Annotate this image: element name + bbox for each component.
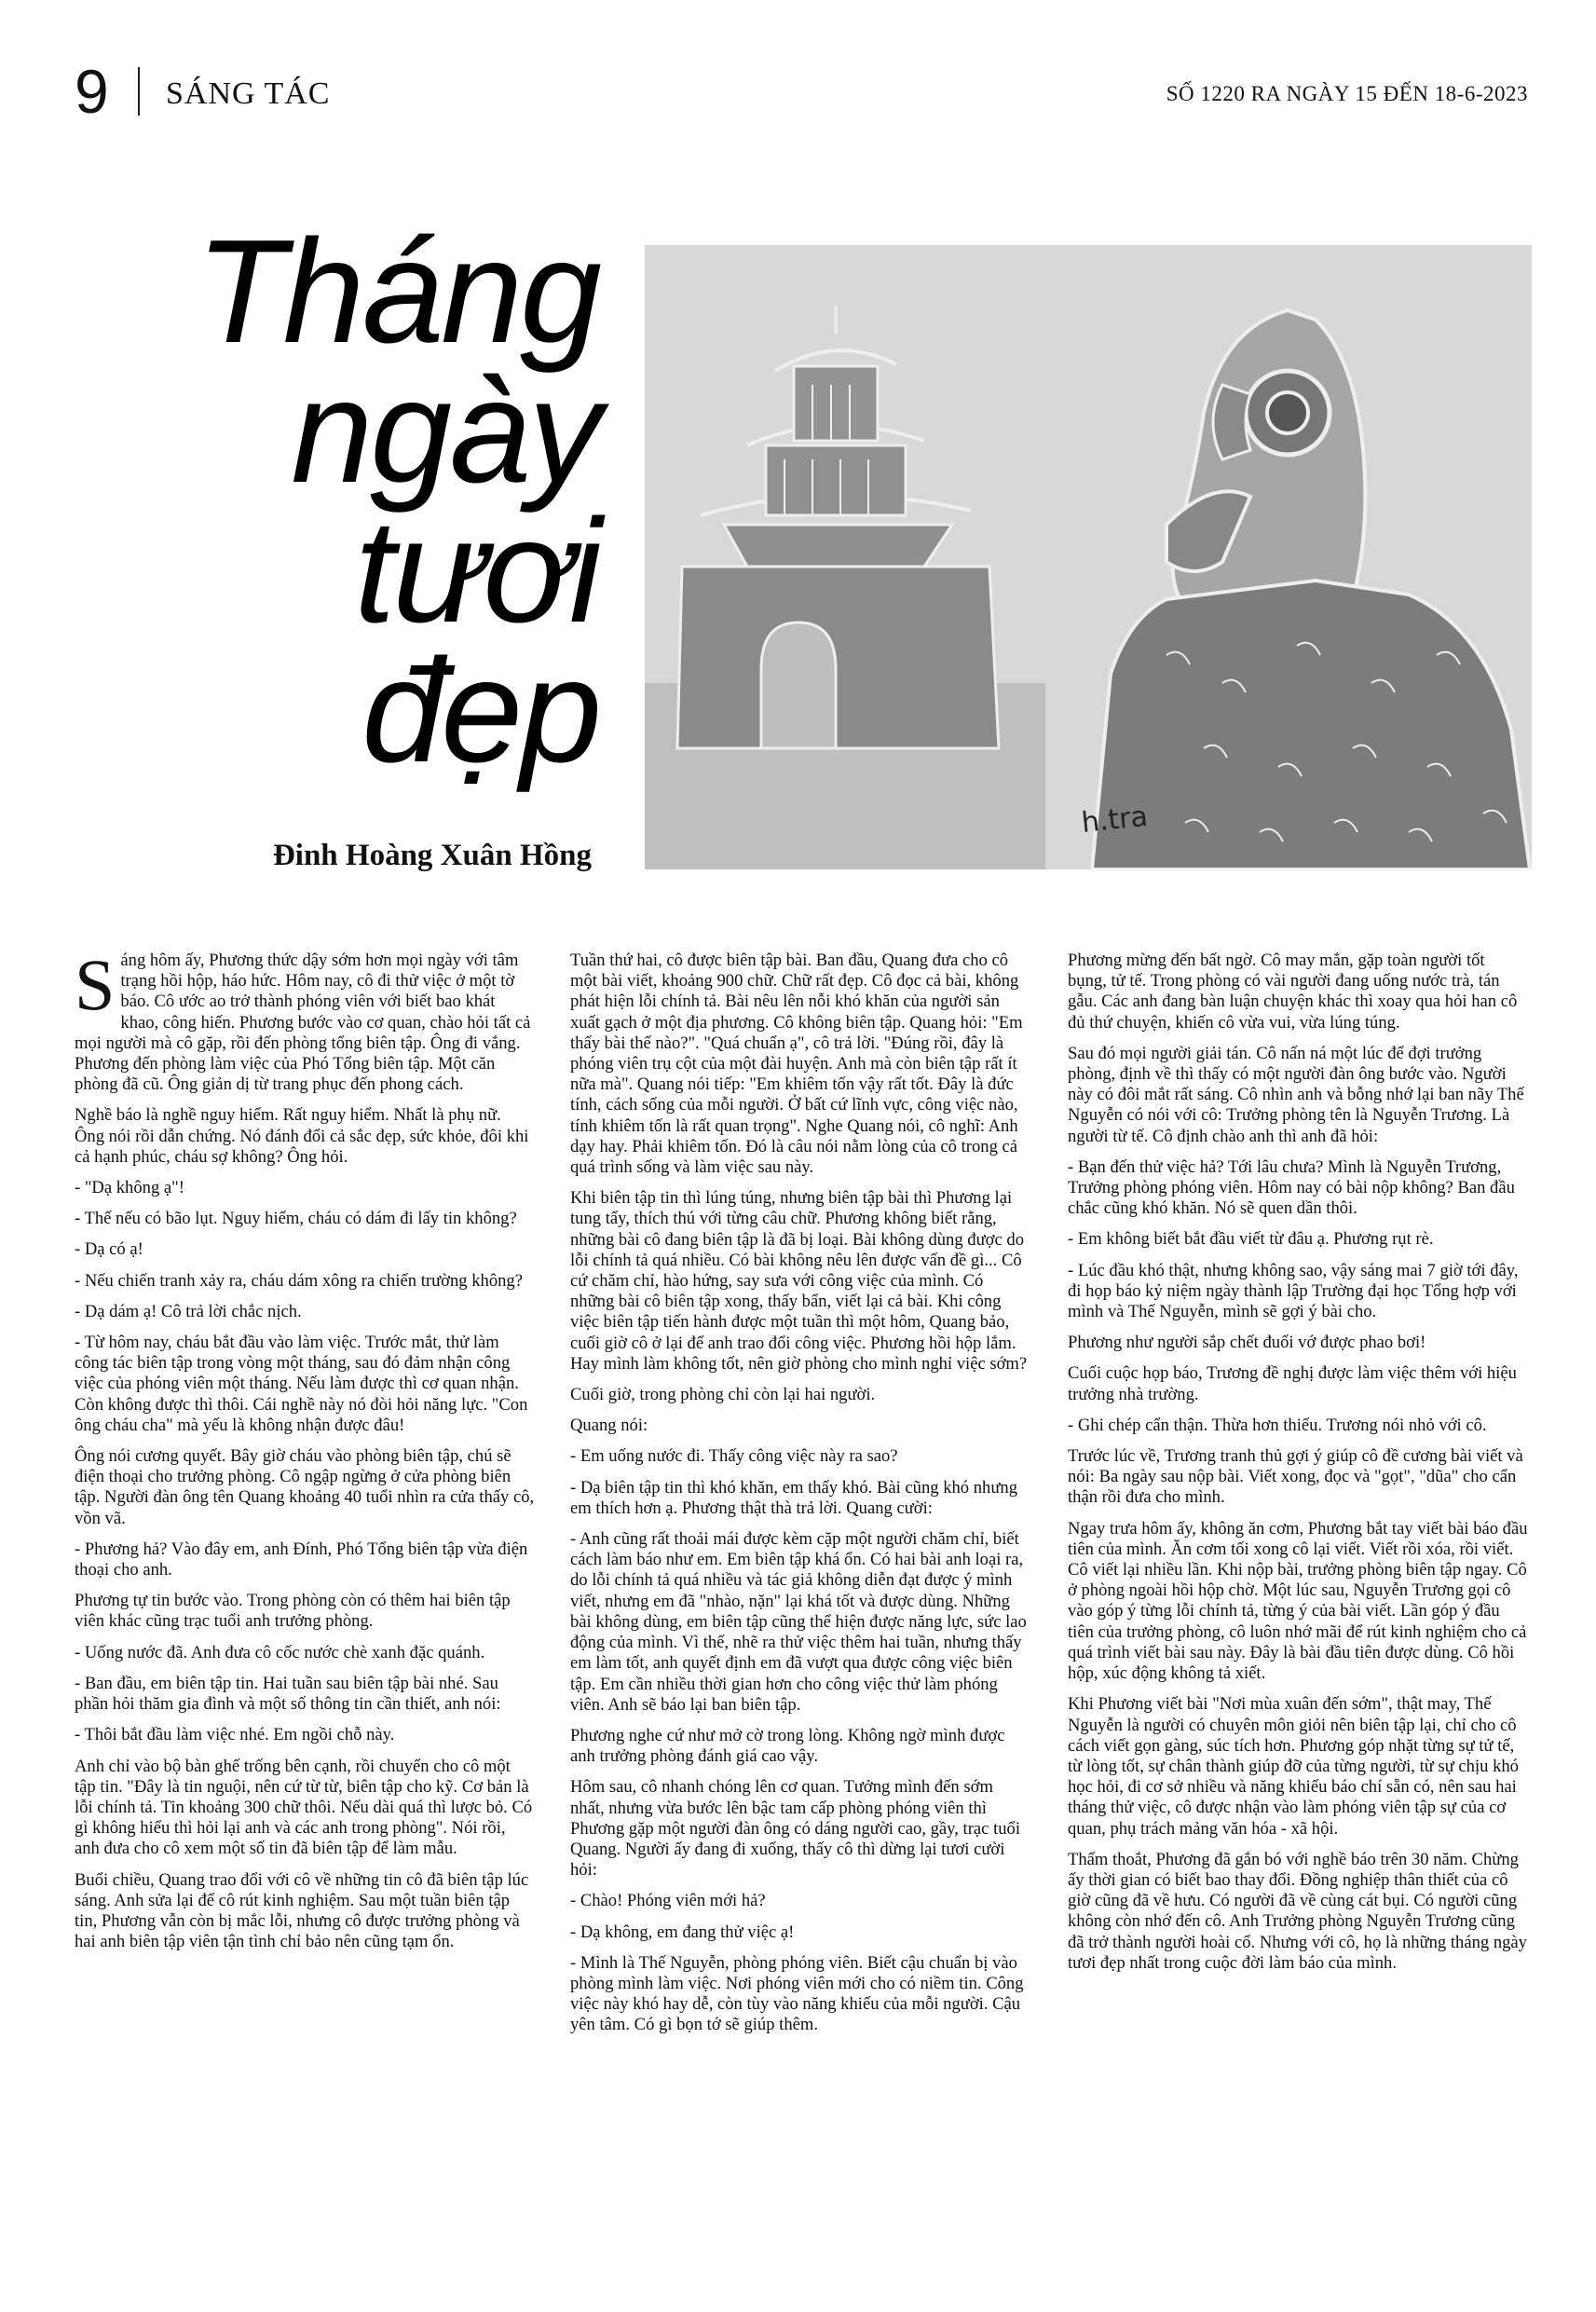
illustration <box>645 245 1532 869</box>
paragraph: - Thế nếu có bão lụt. Nguy hiểm, cháu có dám đi lấy tin không? <box>75 1209 517 1229</box>
paragraph: Phương nghe cứ như mở cờ trong lòng. Không ngờ mình được anh trưởng phòng đánh giá cao vậy. <box>570 1725 1005 1767</box>
paragraph: Buổi chiều, Quang trao đổi với cô về những tin cô đã biên tập lúc sáng. Anh sửa lại để cô rút kinh nghiệm. Sau một tuần biên tập tin, Phương vẫn còn bị mắc lỗi, nhưng cô được trưởng phòng và hai anh biên tập viên tận tình chỉ bảo nên cũng tạm ổn. <box>75 1869 529 1952</box>
paragraph: - Ghi chép cẩn thận. Thừa hơn thiếu. Trương nói nhỏ với cô. <box>1068 1415 1487 1435</box>
paragraph: - Mình là Thế Nguyễn, phòng phóng viên. Biết cậu chuẩn bị vào phòng mình làm việc. Nơi phóng viên mới cho có niềm tin. Công việc này khó hay dễ, còn tùy vào năng khiếu của mỗi người. Cậu yên tâm. Có gì bọn tớ sẽ giúp thêm. <box>570 1952 1024 2035</box>
drop-cap: S <box>75 951 116 1025</box>
paragraph: Sáng hôm ấy, Phương thức dậy sớm hơn mọi ngày với tâm trạng hồi hộp, háo hức. Hôm nay, cô đi thử việc ở một tờ báo. Cô ước ao trở thành phóng viên với biết bao khát khao, công hiến. Phương bước vào cơ quan, chào hỏi tất cả mọi người mà cô gặp, rồi đến phòng tổng biên tập. Ông đi vắng. Phương đến phòng làm việc của Phó Tổng biên tập. Một căn phòng đã cũ. Ông giản dị từ trang phục đến phong cách. <box>75 951 531 1095</box>
column-2 <box>570 951 1030 2288</box>
paragraph: Quang nói: <box>570 1416 648 1436</box>
title-line: đẹp <box>361 629 599 793</box>
paragraph: - Anh cũng rất thoải mái được kèm cặp một người chăm chỉ, biết cách làm báo như em. Em biên tập khá ổn. Có hai bài anh loại ra, do lỗi chính tả quá nhiều và tác giả không diễn đạt được ý mình viết, nhưng em đã "nhào, nặn" lại khá tốt và được dùng. Những bài không dùng, em biên tập cũng thể hiện được năng lực, sức lao động của mình. Vì thế, nhẽ ra thử việc thêm hai tuần, nhưng thấy em làm tốt, anh quyết định em đã vượt qua được công việc biên tập. Em cần nhiều thời gian hơn cho công việc thử làm phóng viên. Anh sẽ báo lại ban biên tập. <box>570 1529 1027 1715</box>
paragraph: Phương như người sắp chết đuối vớ được phao bơi! <box>1068 1333 1426 1353</box>
paragraph: - Thôi bắt đầu làm việc nhé. Em ngồi chỗ này. <box>75 1725 395 1745</box>
section-name: SÁNG TÁC <box>166 76 331 111</box>
page-header <box>75 54 1528 129</box>
article-title <box>115 210 599 793</box>
paragraph: Khi biên tập tin thì lúng túng, nhưng biên tập bài thì Phương lại tung tẩy, thích thú với từng câu chữ. Phương không biết rằng, những bài cô đang biên tập là đã bị loại. Bài không dùng được do lỗi chính tả quá nhiều. Có bài không nêu lên được vấn đề gì... Cô cứ chăm chỉ, hào hứng, say sưa với công việc của mình. Có những bài cô biên tập xong, thấy bẩn, viết lại cả bài. Khi công việc biên tập tiến hành được một tuần thì một hôm, Quang bảo, cuối giờ cô ở lại để anh trao đổi công việc. Phương hồi hộp lắm. Hay mình làm không tốt, nên giờ phòng cho mình nghỉ việc sớm? <box>570 1188 1028 1374</box>
column-1 <box>75 951 535 2288</box>
paragraph: Ngay trưa hôm ấy, không ăn cơm, Phương bắt tay viết bài báo đầu tiên của mình. Ăn cơm tối xong cô lại viết. Viết rồi xóa, rồi viết. Cô viết lại nhiều lần. Khi nộp bài, trưởng phòng biên tập ngay. Cô ở phòng ngoài hồi hộp chờ. Một lúc sau, Nguyễn Trương gọi cô vào góp ý từng lỗi chính tả, từng ý của bài viết. Lần góp ý đầu tiên của trưởng phòng, cô luôn nhớ mãi để rút kinh nghiệm cho cả quá trình viết bài sau này. Đây là bài đầu tiên được dùng. Cô hồi hộp, xúc động không tả xiết. <box>1068 1518 1528 1684</box>
paragraph: Cuối giờ, trong phòng chỉ còn lại hai người. <box>570 1385 876 1405</box>
paragraph: - Uống nước đã. Anh đưa cô cốc nước chè xanh đặc quánh. <box>75 1642 485 1662</box>
paragraph: Sau đó mọi người giải tán. Cô nấn ná một lúc để đợi trưởng phòng, định về thì thấy có một người đàn ông bước vào. Người này có đôi mắt rất sáng. Cô nhìn anh và bỗng nhớ lại ban nãy Thế Nguyễn có nói với cô: Trưởng phòng tên là Nguyễn Trương. Là người từ tế. Cô định chào anh thì anh đã hỏi: <box>1068 1043 1524 1146</box>
column-3 <box>1068 951 1528 2288</box>
issue-info: SỐ 1220 RA NGÀY 15 ĐẾN 18-6-2023 <box>1166 82 1528 105</box>
paragraph: - Em không biết bắt đầu viết từ đâu ạ. Phương rụt rè. <box>1068 1229 1434 1250</box>
paragraph: Ông nói cương quyết. Bây giờ cháu vào phòng biên tập, chú sẽ điện thoại cho trưởng phòng. Cô ngập ngừng ở cửa phòng biên tập. Người đàn ông tên Quang khoảng 40 tuổi nhìn ra cửa thấy cô, vồn vã. <box>75 1446 535 1528</box>
paragraph: - Lúc đầu khó thật, nhưng không sao, vậy sáng mai 7 giờ tới đây, đi họp báo kỷ niệm ngày thành lập Trường đại học Tổng hợp với mình và Thế Nguyễn, mình sẽ gợi ý bài cho. <box>1068 1260 1519 1322</box>
paragraph: - Dạ dám ạ! Cô trả lời chắc nịch. <box>75 1301 302 1321</box>
paragraph: - Chào! Phóng viên mới hả? <box>570 1891 766 1911</box>
paragraph: - Phương hả? Vào đây em, anh Đính, Phó Tổng biên tập vừa điện thoại cho anh. <box>75 1539 528 1580</box>
paragraph: Nghề báo là nghề nguy hiểm. Rất nguy hiểm. Nhất là phụ nữ. Ông nói rồi dẫn chứng. Nó đánh đổi cả sắc đẹp, sức khỏe, đôi khi cả hạnh phúc, cháu sợ không? Ông hỏi. <box>75 1105 529 1167</box>
paragraph: Hôm sau, cô nhanh chóng lên cơ quan. Tưởng mình đến sớm nhất, nhưng vừa bước lên bậc tam cấp phòng phóng viên thì Phương gặp một người đàn ông có dáng người cao, gầy, trạc tuổi Quang. Người ấy đang đi xuống, thấy cô thì dừng lại tươi cười hỏi: <box>570 1777 1020 1881</box>
paragraph: Tuần thứ hai, cô được biên tập bài. Ban đầu, Quang đưa cho cô một bài viết, khoảng 900 chữ. Chữ rất đẹp. Cô đọc cả bài, không phát hiện lỗi chính tả. Bài nêu lên nỗi khó khăn của người sản xuất gạch ở một địa phương. Cô không biên tập. Quang hỏi: "Em thấy bài thế nào?". "Quá chuẩn ạ", cô trả lời. "Đúng rồi, đây là phóng viên trụ cột của một đài huyện. Anh mà còn biên tập rất ít nữa mà". Quang nói tiếp: "Em khiêm tốn vậy rất tốt. Đây là đức tính, cách sống của mỗi người. Ở bất cứ lĩnh vực, công việc nào, tính khiêm tốn là rất quan trọng". Nghe Quang nói, cô nghĩ: Anh dạy hay. Phải khiêm tốn. Đó là câu nói nằm lòng của cô trong cả quá trình sống và làm việc sau này. <box>570 951 1023 1178</box>
paragraph: - Dạ không, em đang thử việc ạ! <box>570 1922 795 1942</box>
paragraph: - Từ hôm nay, cháu bắt đầu vào làm việc. Trước mắt, thử làm công tác biên tập trong vòng một tháng, sau đó đảm nhận công việc của phóng viên một tháng. Nếu làm được thì cơ quan nhận. Còn không được thì thôi. Cái nghề này nó đòi hỏi năng lực. "Con ông cháu cha" mà yếu là không nhận được đâu! <box>75 1333 528 1435</box>
paragraph: - "Dạ không ạ"! <box>75 1178 184 1198</box>
title-line: ngày <box>291 349 599 513</box>
paragraph: Phương tự tin bước vào. Trong phòng còn có thêm hai biên tập viên khác cũng trạc tuổi anh trưởng phòng. <box>75 1591 511 1632</box>
paragraph: - Ban đầu, em biên tập tin. Hai tuần sau biên tập bài nhé. Sau phần hỏi thăm gia đình và một số thông tin cần thiết, anh nói: <box>75 1673 501 1715</box>
title-line: tươi <box>354 489 599 653</box>
paragraph: Anh chỉ vào bộ bàn ghế trống bên cạnh, rồi chuyển cho cô một tập tin. "Đây là tin nguội, nên cứ từ từ, biên tập cho kỹ. Cơ bản là lỗi chính tả. Tin khoảng 300 chữ thôi. Nếu dài quá thì lược bỏ. Có gì không hiểu thì hỏi lại anh và các anh trong phòng". Nói rồi, anh đưa cho cô xem một số tin đã biên tập để làm mẫu. <box>75 1756 533 1859</box>
illustration-signature: h.tra <box>1080 800 1150 840</box>
paragraph: Cuối cuộc họp báo, Trương đề nghị được làm việc thêm với hiệu trưởng nhà trường. <box>1068 1363 1517 1404</box>
paragraph: - Em uống nước đi. Thấy công việc này ra sao? <box>570 1446 898 1467</box>
header-divider <box>138 67 140 116</box>
paragraph: Phương mừng đến bất ngờ. Cô may mắn, gặp toàn người tốt bụng, tử tế. Trong phòng có vài người đang uống nước trà, tán gẫu. Các anh đang bàn luận chuyện khác thì xoay qua hỏi han cô đủ thứ chuyện, khiến cô vừa vui, vừa lúng túng. <box>1068 951 1518 1033</box>
paragraph: - Bạn đến thử việc hả? Tới lâu chưa? Mình là Nguyễn Trương, Trưởng phòng phóng viên. Hôm nay có bài nộp không? Ban đầu chắc cũng khó khăn. Nó sẽ quen dần thôi. <box>1068 1156 1515 1219</box>
paragraph: Trước lúc về, Trương tranh thủ gợi ý giúp cô đề cương bài viết và nói: Ba ngày sau nộp bài. Viết xong, đọc và "gọt", "dũa" cho cẩn thận rồi đưa cho mình. <box>1068 1446 1523 1508</box>
paragraph: - Dạ biên tập tin thì khó khăn, em thấy khó. Bài cũng khó nhưng em thích hơn ạ. Phương thật thà trả lời. Quang cười: <box>570 1477 1018 1518</box>
paragraph: - Nếu chiến tranh xảy ra, cháu dám xông ra chiến trường không? <box>75 1270 523 1291</box>
page-number: 9 <box>75 57 109 126</box>
article-body <box>75 951 1528 2288</box>
article-author: Đinh Hoàng Xuân Hồng <box>272 839 592 872</box>
paragraph: Khi Phương viết bài "Nơi mùa xuân đến sớm", thật may, Thế Nguyễn là người có chuyên môn giỏi nên biên tập lại, chỉ cho cô cách viết gọn gàng, súc tích hơn. Phương góp nhặt từng sự tử tế, từ lòng tốt, sự chân thành giúp đỡ của từng người, từ sự chịu khó học hỏi, đi cơ sở nhiều và năng khiếu báo chí sẵn có, nên sau hai tháng thử việc, cô được nhận vào làm phóng viên tập sự của cơ quan, phụ trách mảng văn hóa - xã hội. <box>1068 1694 1519 1839</box>
title-line: Tháng <box>195 210 599 374</box>
paragraph: - Dạ có ạ! <box>75 1239 143 1260</box>
paragraph: Thấm thoắt, Phương đã gắn bó với nghề báo trên 30 năm. Chừng ấy thời gian có biết bao thay đổi. Đồng nghiệp thân thiết của cô giờ cũng đã về hưu. Có người đã về cùng cát bụi. Có người cũng không còn nhớ đến cô. Anh Trưởng phòng Nguyễn Trương cũng đã trở thành người hoài cổ. Nhưng với cô, họ là những tháng ngày tươi đẹp nhất trong cuộc đời làm báo của mình. <box>1068 1849 1527 1973</box>
